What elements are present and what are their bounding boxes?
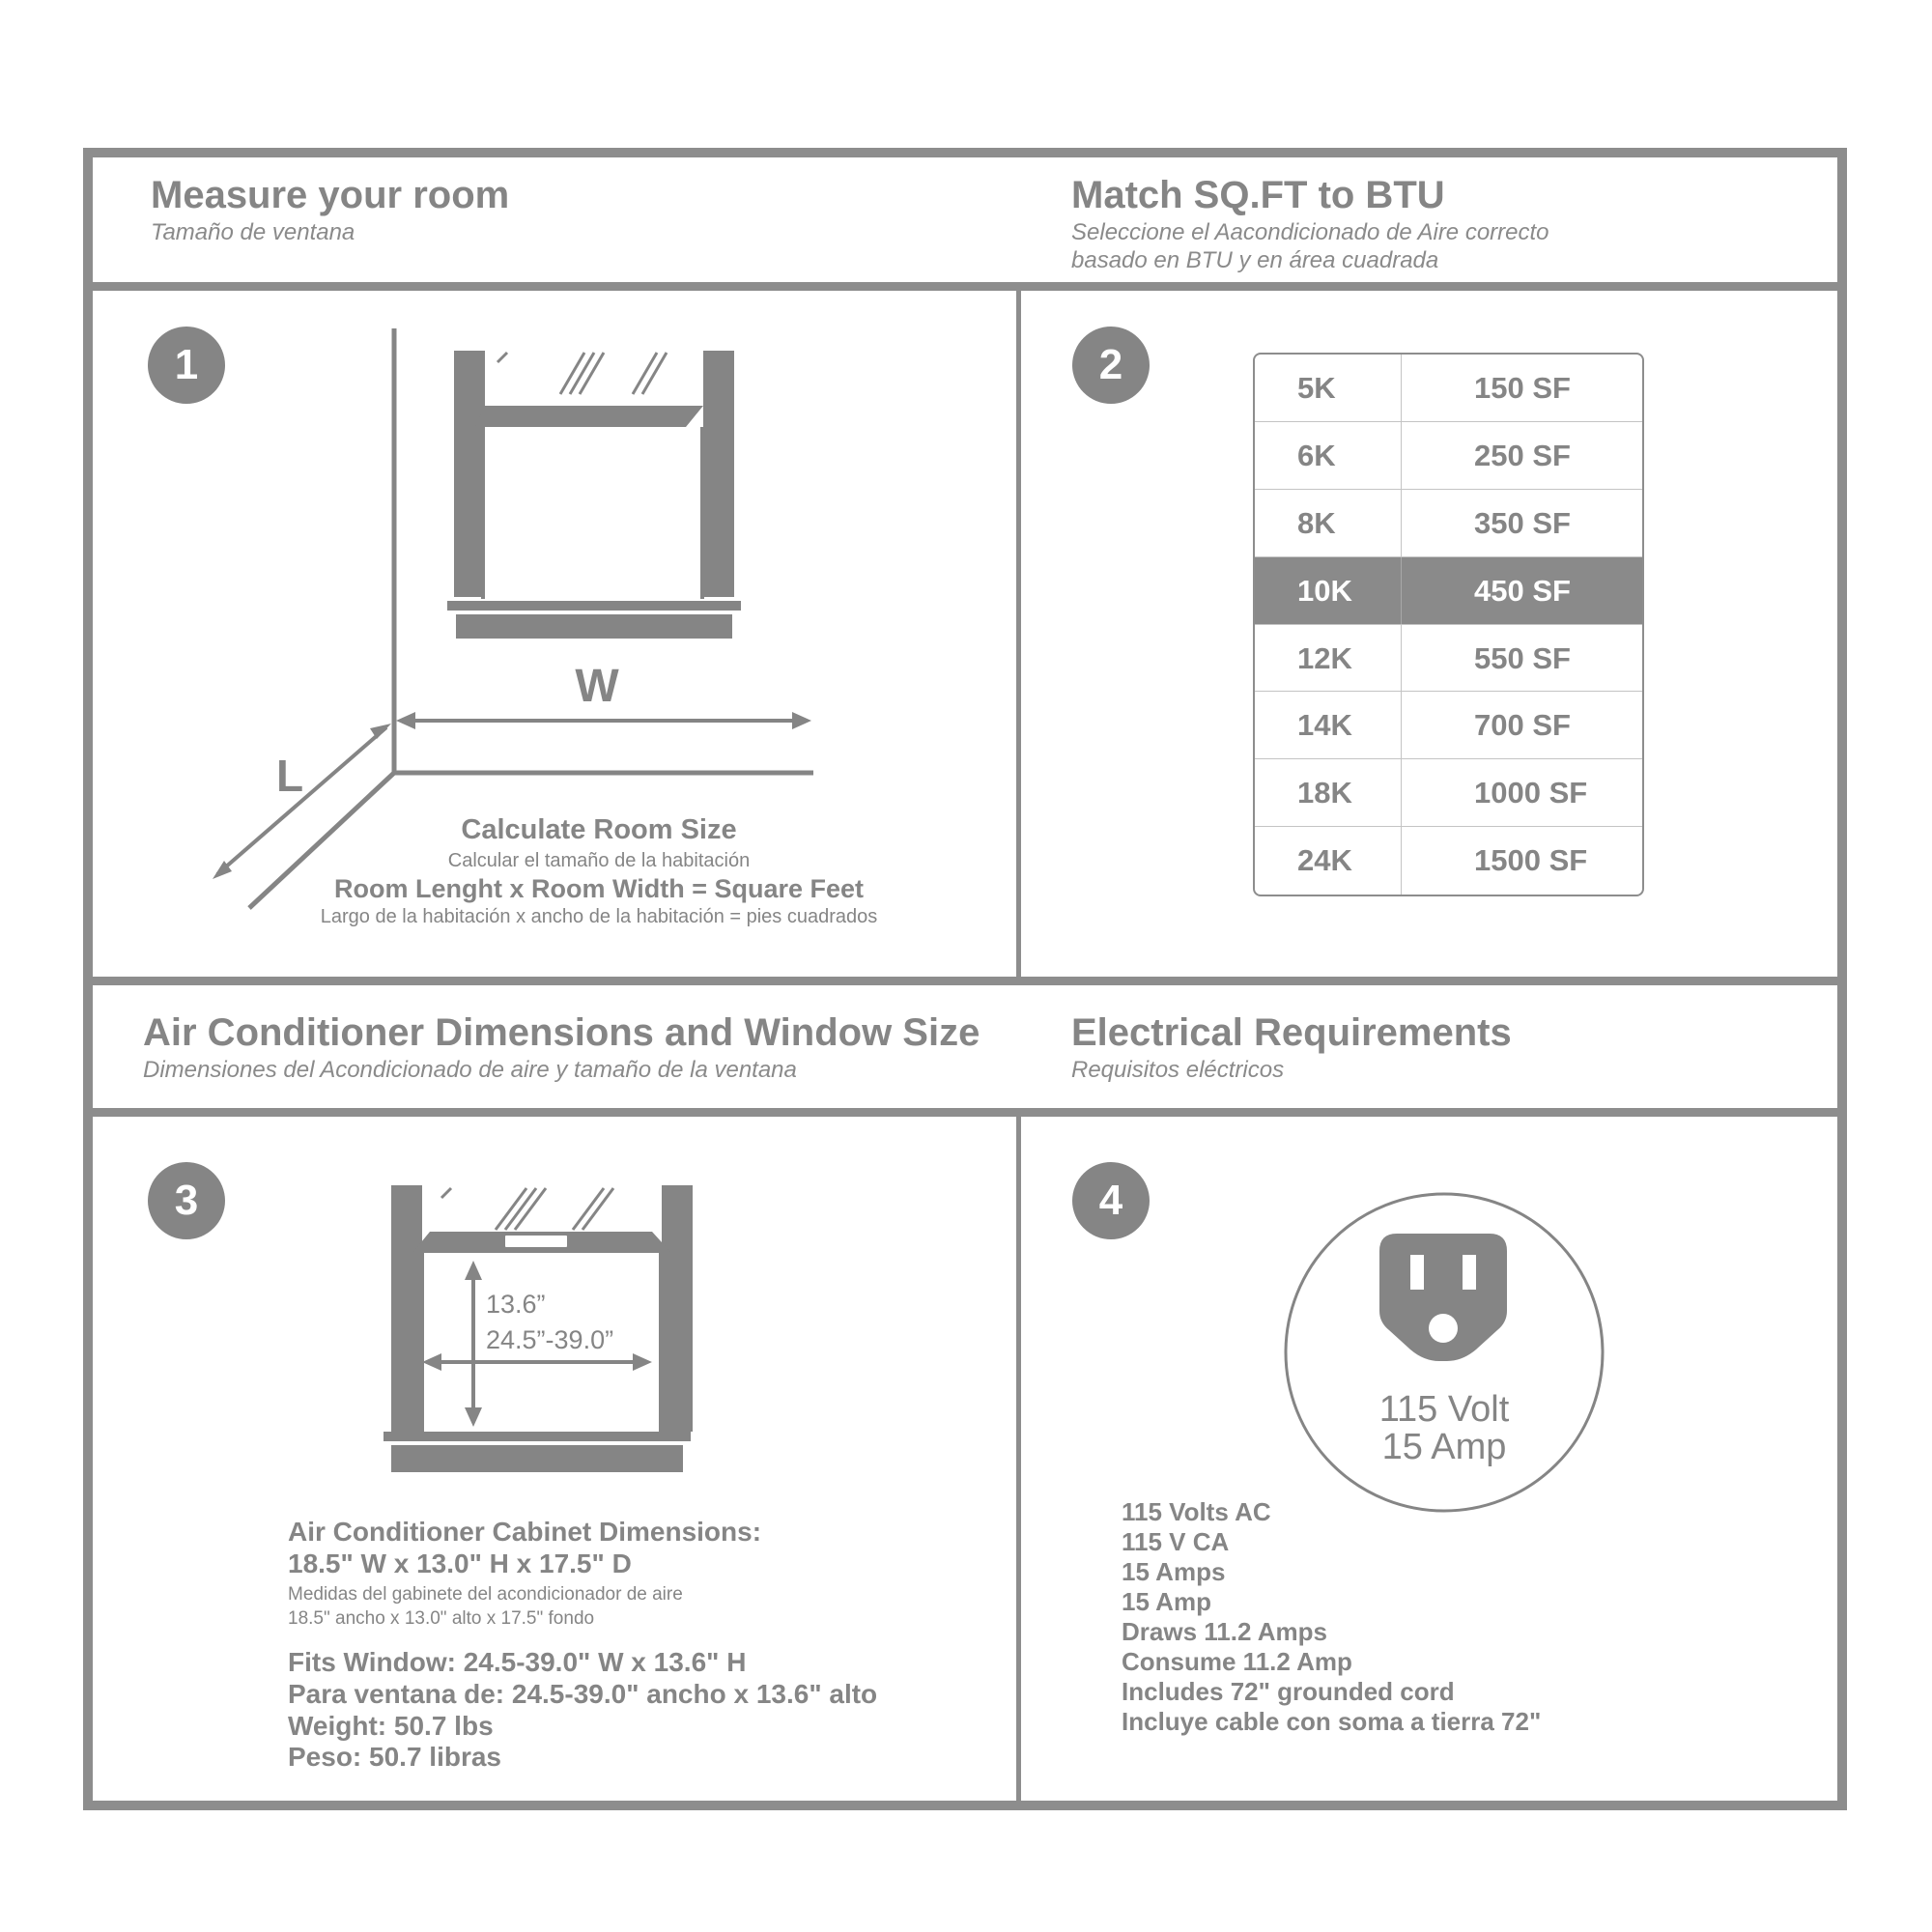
list-item: 15 Amps: [1122, 1557, 1226, 1586]
sqft-cell: 1000 SF: [1474, 776, 1588, 810]
divider-middle: [83, 977, 1847, 985]
window-width-label: 24.5”-39.0”: [486, 1325, 614, 1354]
list-item: Incluye cable con soma a tierra 72": [1122, 1707, 1542, 1736]
cabinet-title: Air Conditioner Cabinet Dimensions:: [288, 1517, 762, 1547]
list-item: 115 V CA: [1122, 1527, 1230, 1556]
step-1-badge: 1: [148, 327, 225, 404]
label-l: L: [275, 751, 304, 801]
divider-vertical-top: [1016, 290, 1021, 977]
weight: Weight: 50.7 lbs: [288, 1711, 494, 1741]
btu-cell: 14K: [1255, 692, 1402, 758]
sqft-cell: 700 SF: [1474, 708, 1571, 743]
sqft-cell: 450 SF: [1474, 573, 1571, 608]
step-3-badge: 3: [148, 1162, 225, 1239]
amp-label: 15 Amp: [1381, 1427, 1507, 1467]
divider-bottom-header: [83, 1108, 1847, 1117]
cabinet-subtitle-2: 18.5" ancho x 13.0" alto x 17.5" fondo: [288, 1608, 595, 1629]
table-row: [1255, 692, 1642, 759]
list-item: 15 Amp: [1122, 1587, 1211, 1616]
electrical-title: Electrical Requirements: [1071, 1011, 1512, 1054]
divider-top-header: [83, 282, 1847, 291]
table-row: [1255, 625, 1642, 693]
step-4-badge: 4: [1072, 1162, 1150, 1239]
list-item: Draws 11.2 Amps: [1122, 1617, 1327, 1646]
fits-window: Fits Window: 24.5-39.0" W x 13.6" H: [288, 1647, 747, 1677]
table-row: [1255, 355, 1642, 422]
electrical-specs-list: [1122, 1497, 1541, 1737]
btu-cell: 10K: [1255, 557, 1402, 624]
power-outlet-icon: [1379, 1234, 1507, 1364]
list-item: Includes 72" grounded cord: [1122, 1677, 1455, 1706]
match-btu-subtitle-2: basado en BTU y en área cuadrada: [1071, 247, 1439, 273]
fits-window-es: Para ventana de: 24.5-39.0" ancho x 13.6" alto: [288, 1679, 878, 1709]
cabinet-dimensions: 18.5" W x 13.0" H x 17.5" D: [288, 1548, 632, 1578]
electrical-subtitle: Requisitos eléctricos: [1071, 1057, 1285, 1083]
match-btu-subtitle-1: Seleccione el Aacondicionado de Aire correcto: [1071, 219, 1549, 245]
table-row-highlighted: [1255, 557, 1642, 625]
sqft-cell: 250 SF: [1474, 438, 1571, 472]
formula-subtitle: Largo de la habitación x ancho de la habitación = pies cuadrados: [320, 906, 878, 927]
formula-text: Room Lenght x Room Width = Square Feet: [333, 874, 865, 903]
sqft-cell: 350 SF: [1474, 505, 1571, 540]
btu-cell: 18K: [1255, 759, 1402, 826]
sqft-cell: 1500 SF: [1474, 843, 1588, 878]
sqft-cell: 550 SF: [1474, 640, 1571, 675]
match-btu-title: Match SQ.FT to BTU: [1071, 174, 1445, 216]
volt-label: 115 Volt: [1378, 1389, 1510, 1430]
btu-cell: 12K: [1255, 625, 1402, 692]
btu-table: [1253, 353, 1644, 896]
divider-vertical-bottom: [1016, 1117, 1021, 1804]
table-row: [1255, 490, 1642, 557]
weight-es: Peso: 50.7 libras: [288, 1742, 502, 1772]
sqft-cell: 150 SF: [1474, 371, 1571, 405]
calc-room-title: Calculate Room Size: [461, 814, 737, 845]
window-height-label: 13.6”: [486, 1290, 546, 1319]
step-2-badge: 2: [1072, 327, 1150, 404]
measure-room-title: Measure your room: [151, 174, 510, 216]
btu-cell: 6K: [1255, 422, 1402, 489]
list-item: Consume 11.2 Amp: [1122, 1647, 1352, 1676]
label-w: W: [575, 661, 619, 712]
calc-room-subtitle: Calcular el tamaño de la habitación: [447, 850, 751, 871]
btu-cell: 24K: [1255, 827, 1402, 895]
cabinet-subtitle-1: Medidas del gabinete del acondicionador de aire: [288, 1584, 683, 1605]
table-row: [1255, 827, 1642, 895]
btu-cell: 8K: [1255, 490, 1402, 556]
btu-cell: 5K: [1255, 355, 1402, 421]
list-item: 115 Volts AC: [1122, 1497, 1271, 1526]
table-row: [1255, 759, 1642, 827]
ac-dimensions-subtitle: Dimensiones del Acondicionado de aire y tamaño de la ventana: [143, 1057, 797, 1083]
measure-room-subtitle: Tamaño de ventana: [151, 219, 355, 245]
ac-dimensions-title: Air Conditioner Dimensions and Window Size: [143, 1011, 980, 1054]
table-row: [1255, 422, 1642, 490]
